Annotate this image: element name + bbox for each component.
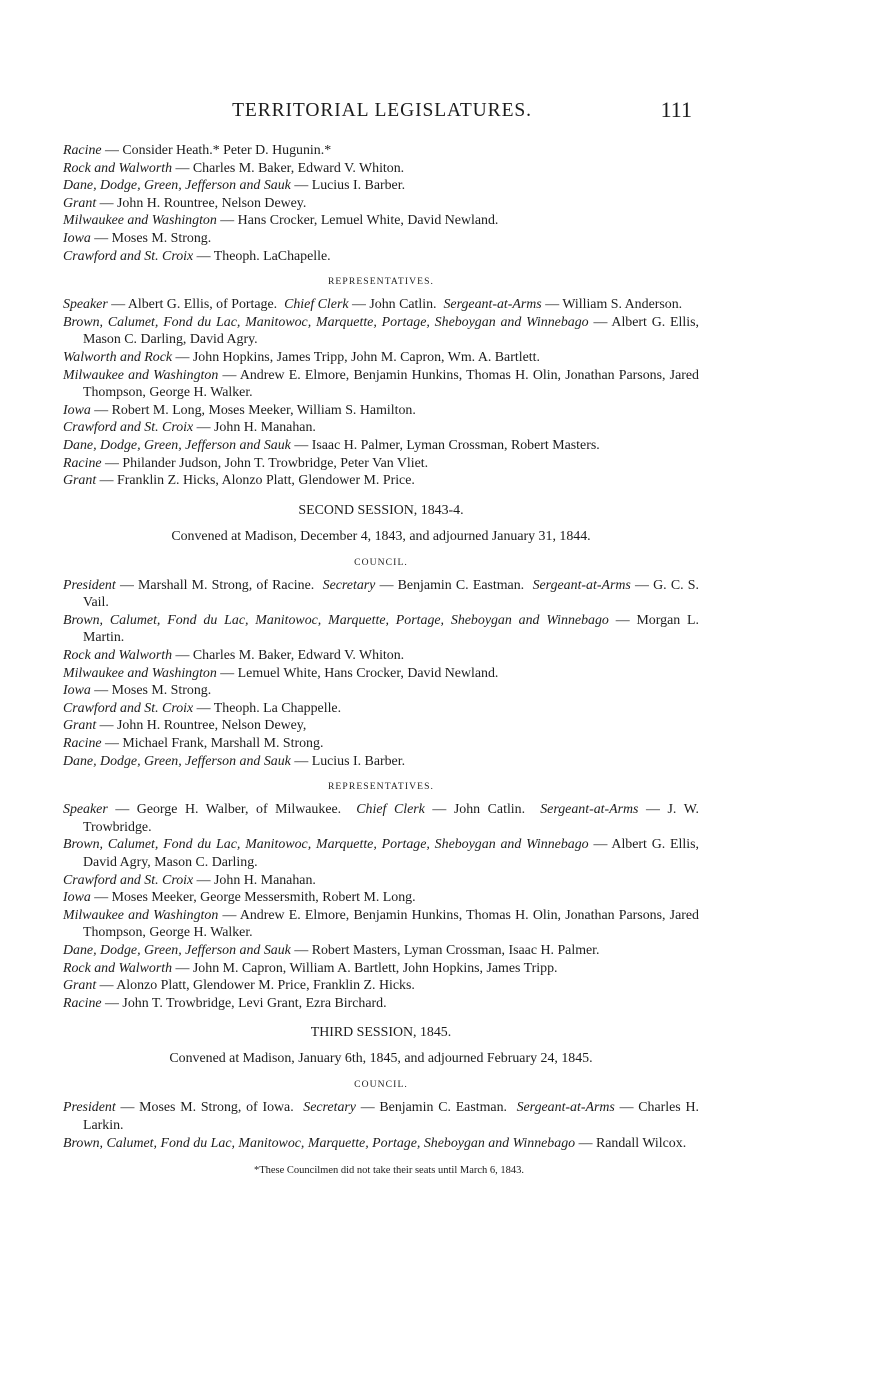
district-names: Rock and Walworth [63, 960, 173, 976]
sergeant-name: William S. Anderson. [562, 297, 683, 313]
president-label: President [63, 1100, 116, 1116]
member-entry: Grant — John H. Rountree, Nelson Dewey, [63, 718, 307, 734]
member-entry: Brown, Calumet, Fond du Lac, Manitowoc, Marquette, Portage, Sheboygan and Winnebago — Morgan L. Martin. [63, 612, 699, 646]
member-names: John Hopkins, James Tripp, John M. Capron, Wm. A. Bartlett. [192, 349, 540, 365]
district-names: Dane, Dodge, Green, Jefferson and Sauk [63, 753, 291, 769]
district-names: Brown, Calumet, Fond du Lac, Manitowoc, Marquette, Portage, Sheboygan and Winnebago [63, 837, 589, 853]
district-names: Iowa [63, 230, 91, 246]
speaker-label: Speaker [63, 297, 108, 313]
speaker-label: Speaker [63, 802, 108, 818]
member-entry: Racine — John T. Trowbridge, Levi Grant, Ezra Birchard. [63, 995, 387, 1011]
speaker-name: Albert G. Ellis, of Portage. [127, 297, 278, 313]
member-entry: Grant — John H. Rountree, Nelson Dewey. [63, 195, 307, 211]
session2-title: SECOND SESSION, 1843-4. [298, 502, 464, 518]
member-entry: Dane, Dodge, Green, Jefferson and Sauk — Lucius I. Barber. [63, 753, 406, 769]
member-names: Isaac H. Palmer, Lyman Crossman, Robert Masters. [311, 437, 600, 453]
district-names: Iowa [63, 683, 91, 699]
district-names: Grant [63, 473, 97, 489]
district-names: Grant [63, 195, 97, 211]
session2-representatives-heading: REPRESENTATIVES. [327, 781, 435, 793]
council-continued-list [63, 142, 699, 265]
member-names: Philander Judson, John T. Trowbridge, Peter Van Vliet. [122, 455, 429, 471]
sergeant-label: Sergeant-at-Arms [540, 802, 639, 818]
member-names: John M. Capron, William A. Bartlett, John Hopkins, James Tripp. [192, 960, 558, 976]
session3-title: THIRD SESSION, 1845. [310, 1025, 452, 1041]
member-names: Morgan L. Martin. [83, 612, 699, 646]
speaker-name: George H. Walber, of Milwaukee. [136, 802, 342, 818]
secretary-label: Secretary [303, 1100, 356, 1116]
member-names: John H. Rountree, Nelson Dewey, [117, 718, 307, 734]
member-names: Robert Masters, Lyman Crossman, Isaac H. Palmer. [311, 942, 600, 958]
member-entry: Rock and Walworth — John M. Capron, William A. Bartlett, John Hopkins, James Tripp. [63, 960, 558, 976]
footnote: *These Councilmen did not take their seats until March 6, 1843. [253, 1165, 525, 1177]
body-text [63, 142, 699, 1178]
district-names: Racine [63, 995, 102, 1011]
session3-convened: Convened at Madison, January 6th, 1845, and adjourned February 24, 1845. [169, 1051, 593, 1067]
district-names: Grant [63, 978, 97, 994]
district-names: Grant [63, 718, 97, 734]
member-entry: Dane, Dodge, Green, Jefferson and Sauk — Isaac H. Palmer, Lyman Crossman, Robert Masters. [63, 437, 600, 453]
page-number: 111 [660, 97, 692, 122]
clerk-label: Chief Clerk [356, 802, 425, 818]
member-names: Albert G. Ellis, Mason C. Darling, David Agry. [83, 314, 699, 348]
member-entry: Brown, Calumet, Fond du Lac, Manitowoc, Marquette, Portage, Sheboygan and Winnebago — Albert G. Ellis, David Agry, Mason C. Darling. [63, 837, 699, 870]
session2-convened: Convened at Madison, December 4, 1843, and adjourned January 31, 1844. [171, 528, 591, 544]
member-entry: Racine — Consider Heath.* Peter D. Hugunin.* [63, 143, 332, 158]
member-entry: Walworth and Rock — John Hopkins, James Tripp, John M. Capron, Wm. A. Bartlett. [63, 349, 540, 365]
district-names: Racine [63, 455, 102, 471]
president-name: Marshall M. Strong, of Racine. [138, 577, 315, 593]
member-entry: Dane, Dodge, Green, Jefferson and Sauk — Lucius I. Barber. [63, 178, 406, 194]
district-names: Dane, Dodge, Green, Jefferson and Sauk [63, 437, 291, 453]
session3-council-heading: COUNCIL. [354, 1079, 408, 1091]
sergeant-label: Sergeant-at-Arms [443, 297, 542, 313]
member-entry: Grant — Alonzo Platt, Glendower M. Price, Franklin Z. Hicks. [63, 978, 415, 994]
session2-representatives-officers: Speaker — George H. Walber, of Milwaukee. Chief Clerk — John Catlin. Sergeant-at-Arms — J. W. Trowbridge. [63, 802, 700, 835]
member-entry: Rock and Walworth — Charles M. Baker, Edward V. Whiton. [63, 160, 405, 176]
district-names: Dane, Dodge, Green, Jefferson and Sauk [63, 942, 291, 958]
session1-representatives-list [63, 314, 699, 490]
member-entry: Crawford and St. Croix — Theoph. La Chappelle. [63, 700, 342, 716]
district-names: Dane, Dodge, Green, Jefferson and Sauk [63, 178, 291, 194]
president-name: Moses M. Strong, of Iowa. [139, 1100, 294, 1116]
member-entry: Milwaukee and Washington — Lemuel White, Hans Crocker, David Newland. [63, 665, 499, 681]
member-names: John H. Rountree, Nelson Dewey. [117, 195, 307, 211]
member-names: Lucius I. Barber. [311, 178, 406, 194]
member-names: Andrew E. Elmore, Benjamin Hunkins, Thomas H. Olin, Jonathan Parsons, Jared Thompson, George H. Walker. [83, 367, 699, 401]
member-entry: Iowa — Robert M. Long, Moses Meeker, William S. Hamilton. [63, 402, 416, 418]
session2-representatives-list [63, 836, 699, 1012]
member-names: Franklin Z. Hicks, Alonzo Platt, Glendower M. Price. [117, 473, 415, 489]
member-entry: Crawford and St. Croix — John H. Manahan. [63, 872, 316, 888]
district-names: Crawford and St. Croix [63, 248, 194, 264]
member-entry: Milwaukee and Washington — Hans Crocker, Lemuel White, David Newland. [63, 213, 499, 229]
sergeant-label: Sergeant-at-Arms [532, 577, 631, 593]
running-title: TERRITORIAL LEGISLATURES. [232, 100, 532, 121]
member-names: John H. Manahan. [214, 872, 316, 888]
member-entry: Iowa — Moses M. Strong. [63, 683, 212, 699]
district-names: Rock and Walworth [63, 160, 173, 176]
clerk-name: John Catlin. [369, 297, 437, 313]
secretary-name: Benjamin C. Eastman. [379, 1100, 508, 1116]
clerk-label: Chief Clerk [284, 297, 349, 313]
member-names: Robert M. Long, Moses Meeker, William S. Hamilton. [111, 402, 416, 418]
session2-council-officers: President — Marshall M. Strong, of Racine. Secretary — Benjamin C. Eastman. Sergeant-at-Arms — G. C. S. Vail. [63, 577, 699, 611]
member-names: Alonzo Platt, Glendower M. Price, Franklin Z. Hicks. [116, 978, 415, 994]
secretary-label: Secretary [322, 577, 376, 593]
clerk-name: John Catlin. [453, 802, 526, 818]
district-names: Milwaukee and Washington [63, 665, 217, 681]
member-names: Charles M. Baker, Edward V. Whiton. [192, 160, 405, 176]
district-names: Brown, Calumet, Fond du Lac, Manitowoc, Marquette, Portage, Sheboygan and Winnebago [63, 1135, 576, 1151]
president-label: President [63, 577, 116, 593]
district-names: Brown, Calumet, Fond du Lac, Manitowoc, Marquette, Portage, Sheboygan and Winnebago [63, 612, 609, 628]
member-entry: Racine — Philander Judson, John T. Trowbridge, Peter Van Vliet. [63, 455, 429, 471]
session1-representatives-officers: Speaker — Albert G. Ellis, of Portage. Chief Clerk — John Catlin. Sergeant-at-Arms — William S. Anderson. [63, 297, 683, 313]
secretary-name: Benjamin C. Eastman. [397, 577, 525, 593]
sergeant-name: Charles H. Larkin. [83, 1100, 699, 1133]
district-names: Iowa [63, 402, 91, 418]
member-entry: Milwaukee and Washington — Andrew E. Elmore, Benjamin Hunkins, Thomas H. Olin, Jonathan Parsons, Jared Thompson, George H. Walker. [63, 907, 699, 941]
district-names: Iowa [63, 890, 91, 906]
member-entry: Milwaukee and Washington — Andrew E. Elmore, Benjamin Hunkins, Thomas H. Olin, Jonathan Parsons, Jared Thompson, George H. Walker. [63, 367, 699, 401]
member-names: Albert G. Ellis, David Agry, Mason C. Darling. [83, 837, 699, 870]
member-entry: Iowa — Moses M. Strong. [63, 230, 212, 246]
district-names: Milwaukee and Washington [63, 367, 219, 383]
district-names: Brown, Calumet, Fond du Lac, Manitowoc, Marquette, Portage, Sheboygan and Winnebago [63, 314, 589, 330]
member-names: Moses M. Strong. [111, 683, 212, 699]
member-names: Theoph. LaChapelle. [213, 248, 331, 264]
running-head [66, 98, 698, 124]
member-names: Moses M. Strong. [111, 230, 212, 246]
member-entry: Brown, Calumet, Fond du Lac, Manitowoc, Marquette, Portage, Sheboygan and Winnebago — Albert G. Ellis, Mason C. Darling, David Agry. [63, 314, 699, 348]
member-names: Charles M. Baker, Edward V. Whiton. [192, 648, 405, 664]
member-entry: Crawford and St. Croix — John H. Manahan. [63, 420, 316, 436]
sergeant-name: G. C. S. Vail. [83, 577, 699, 611]
member-entry: Iowa — Moses Meeker, George Messersmith, Robert M. Long. [63, 890, 416, 906]
district-names: Crawford and St. Croix [63, 872, 194, 888]
district-names: Crawford and St. Croix [63, 700, 194, 716]
district-names: Racine [63, 736, 102, 752]
member-names: Hans Crocker, Lemuel White, David Newland. [237, 213, 499, 229]
member-names: Andrew E. Elmore, Benjamin Hunkins, Thomas H. Olin, Jonathan Parsons, Jared Thompson, George H. Walker. [83, 907, 699, 941]
member-names: Michael Frank, Marshall M. Strong. [122, 736, 324, 752]
session2-council-list [63, 612, 699, 770]
district-names: Milwaukee and Washington [63, 907, 219, 923]
member-names: Moses Meeker, George Messersmith, Robert M. Long. [111, 890, 416, 906]
district-names: Racine [63, 143, 102, 158]
session3-council-officers: President — Moses M. Strong, of Iowa. Secretary — Benjamin C. Eastman. Sergeant-at-Arms — Charles H. Larkin. [63, 1100, 699, 1133]
member-names: John T. Trowbridge, Levi Grant, Ezra Birchard. [122, 995, 387, 1011]
member-entry: Racine — Michael Frank, Marshall M. Strong. [63, 736, 324, 752]
district-names: Crawford and St. Croix [63, 420, 194, 436]
district-names: Walworth and Rock [63, 349, 173, 365]
session3-council-list [63, 1135, 699, 1153]
member-entry: Dane, Dodge, Green, Jefferson and Sauk — Robert Masters, Lyman Crossman, Isaac H. Palmer. [63, 942, 600, 958]
session2-council-heading: COUNCIL. [354, 556, 408, 568]
sergeant-label: Sergeant-at-Arms [516, 1100, 615, 1116]
member-entry: Crawford and St. Croix — Theoph. LaChapelle. [63, 248, 331, 264]
member-names: John H. Manahan. [214, 420, 316, 436]
member-names: Theoph. La Chappelle. [213, 700, 342, 716]
member-entry: Rock and Walworth — Charles M. Baker, Edward V. Whiton. [63, 648, 405, 664]
member-names: Lucius I. Barber. [311, 753, 406, 769]
session1-representatives-heading: REPRESENTATIVES. [327, 276, 435, 288]
district-names: Milwaukee and Washington [63, 213, 217, 229]
sergeant-name: J. W. Trowbridge. [83, 802, 700, 835]
member-names: Lemuel White, Hans Crocker, David Newland. [237, 665, 499, 681]
district-names: Rock and Walworth [63, 648, 173, 664]
member-names: Consider Heath.* Peter D. Hugunin.* [122, 143, 332, 158]
member-entry: Grant — Franklin Z. Hicks, Alonzo Platt, Glendower M. Price. [63, 473, 415, 489]
member-entry: Brown, Calumet, Fond du Lac, Manitowoc, Marquette, Portage, Sheboygan and Winnebago — Randall Wilcox. [63, 1135, 687, 1151]
member-names: Randall Wilcox. [595, 1135, 687, 1151]
